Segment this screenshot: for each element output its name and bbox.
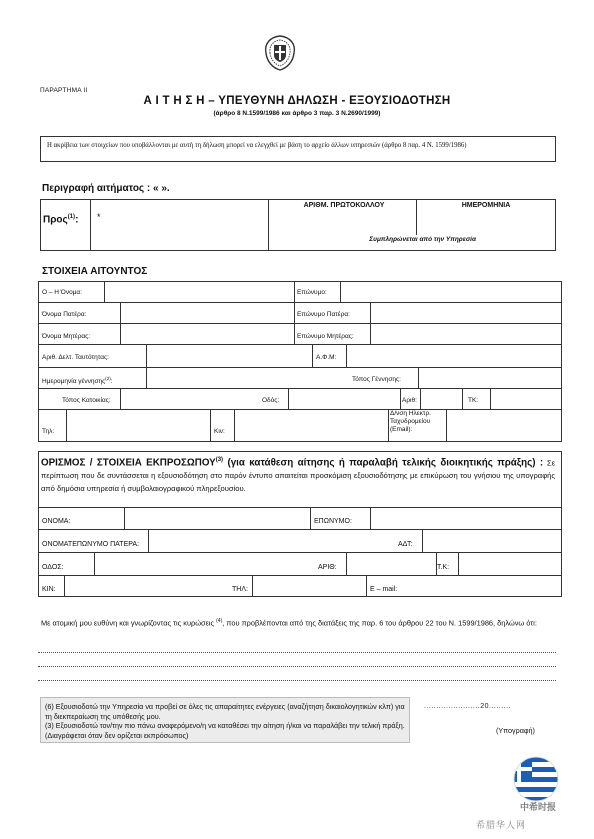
rep-postcode-input[interactable] xyxy=(459,553,561,574)
phone-label: Τηλ: xyxy=(42,428,55,435)
rep-email-input[interactable] xyxy=(410,576,561,596)
rep-street-label: ΟΔΟΣ: xyxy=(42,564,64,571)
rep-phone-label: ΤΗΛ: xyxy=(232,586,248,593)
street-input[interactable] xyxy=(289,389,399,408)
applicant-surname-label: Επώνυμο: xyxy=(297,289,327,296)
residence-label: Τόπος Κατοικίας: xyxy=(62,397,111,404)
email-input[interactable] xyxy=(447,410,561,441)
protocol-number-header: ΑΡΙΘΜ. ΠΡΩΤΟΚΟΛΛΟΥ xyxy=(303,202,385,209)
mother-name-label: Όνομα Μητέρας: xyxy=(42,333,91,340)
authorization-service-text: (6) Εξουσιοδοτώ την Υπηρεσία να προβεί σε όλες τις απαραίτητες ενέργειες (αναζήτηση δικαιολογητικών κλπ) για τη διεκπεραίωση της υπόθεσής μου. xyxy=(45,702,405,721)
birth-place-input[interactable] xyxy=(419,368,561,387)
father-name-label: Όνομα Πατέρα: xyxy=(42,311,87,318)
annex-label: ΠΑΡΑΡΤΗΜΑ ΙΙ xyxy=(40,87,88,94)
rep-surname-input[interactable] xyxy=(371,508,561,528)
father-name-input[interactable] xyxy=(121,303,293,322)
signature-label: (Υπογραφή) xyxy=(496,726,535,735)
accuracy-notice: Η ακρίβεια των στοιχείων που υποβάλλονται με αυτή τη δήλωση μπορεί να ελεγχθεί με βάση το αρχείο άλλων υπηρεσιών (άρθρο 8 παρ. 4 Ν. 1599/1986) xyxy=(40,136,556,162)
rep-father-fullname-input[interactable] xyxy=(149,530,395,551)
declaration-line-3[interactable] xyxy=(38,680,556,681)
rep-name-input[interactable] xyxy=(125,508,309,528)
mobile-label: Κιν: xyxy=(214,428,225,435)
recipient-label: Προς$^{(1)}$: xyxy=(43,214,79,226)
mother-surname-label: Επώνυμο Μητέρας: xyxy=(297,333,354,340)
rep-number-input[interactable] xyxy=(347,553,435,574)
rep-postcode-label: Τ.Κ: xyxy=(437,564,450,571)
mobile-input[interactable] xyxy=(235,410,387,441)
rep-name-label: ΟΝΟΜΑ: xyxy=(42,518,71,525)
representative-description: Σε περίπτωση που δε συντάσσεται η εξουσιοδότηση στο παρόν έντυπο απαιτείται προσκόμιση εξουσιοδότησης με επικύρωση του γνήσιου της υπογραφής από δημόσια υπηρεσία ή συμβολαιογραφικού πληρεξουσίου. xyxy=(41,458,555,494)
declaration-line-1[interactable] xyxy=(38,652,556,653)
postcode-label: ΤΚ: xyxy=(468,397,479,404)
date-header: ΗΜΕΡΟΜΗΝΙΑ xyxy=(461,202,511,209)
rep-street-input[interactable] xyxy=(95,553,317,574)
rep-mobile-label: ΚΙΝ: xyxy=(42,586,56,593)
birth-date-input[interactable] xyxy=(147,368,347,387)
rep-adt-label: ΑΔΤ: xyxy=(398,541,413,548)
number-input[interactable] xyxy=(421,389,461,408)
number-label: Αριθ: xyxy=(402,397,417,404)
applicant-surname-input[interactable] xyxy=(341,282,561,301)
form-title: Α Ι Τ Η Σ Η – ΥΠΕΥΘΥΝΗ ΔΗΛΩΣΗ - ΕΞΟΥΣΙΟΔΟΤΗΣΗ xyxy=(143,95,451,107)
rep-father-fullname-label: ΟΝΟΜΑΤΕΠΩΝΥΜΟ ΠΑΤΕΡΑ: xyxy=(42,541,140,548)
applicant-section-title: ΣΤΟΙΧΕΙΑ ΑΙΤΟΥΝΤΟΣ xyxy=(42,266,148,277)
id-card-label: Αριθ. Δελτ. Ταυτότητας: xyxy=(42,354,109,361)
street-label: Οδός: xyxy=(262,397,280,404)
father-surname-label: Επώνυμο Πατέρα: xyxy=(297,311,350,318)
residence-input[interactable] xyxy=(121,389,261,408)
birth-place-label: Τόπος Γέννησης: xyxy=(352,376,401,383)
declaration-text: Με ατομική μου ευθύνη και γνωρίζοντας τις κυρώσεις $^{(4)}$, που προβλέπονται από της διατάξεις της παρ. 6 του άρθρου 22 του Ν. 1599/1986, δηλώνω ότι: xyxy=(41,618,537,628)
postcode-input[interactable] xyxy=(491,389,561,408)
id-card-input[interactable] xyxy=(147,345,311,366)
declaration-line-2[interactable] xyxy=(38,666,556,667)
afm-input[interactable] xyxy=(347,345,561,366)
applicant-name-label: Ο – Η Όνομα: xyxy=(42,289,82,296)
rep-number-label: ΑΡΙΘ: xyxy=(318,564,337,571)
rep-email-label: Ε – mail: xyxy=(370,586,398,593)
request-description-label[interactable]: Περιγραφή αιτήματος : « ». xyxy=(42,183,170,194)
applicant-name-input[interactable] xyxy=(105,282,293,301)
rep-mobile-input[interactable] xyxy=(65,576,231,596)
greek-coat-of-arms-icon xyxy=(262,34,298,72)
rep-phone-input[interactable] xyxy=(253,576,365,596)
phone-input[interactable] xyxy=(67,410,209,441)
watermark-line-1: 中希时报 xyxy=(520,802,557,812)
authorization-representative-text: (3) Εξουσιοδοτώ τον/την πιο πάνω αναφερόμενο/η να καταθέσει την αίτηση ή/και να παραλάβει την τελική πράξη. (Διαγράφεται όταν δεν ορίζεται εκπρόσωπος) xyxy=(45,721,405,740)
form-subtitle: (άρθρο 8 Ν.1599/1986 και άρθρο 3 παρ. 3 Ν.2690/1999) xyxy=(213,110,381,117)
father-surname-input[interactable] xyxy=(371,303,561,322)
signature-date-field[interactable]: .......................20......... xyxy=(424,703,512,710)
watermark-line-2: 希腊华人网 xyxy=(476,820,527,830)
mother-surname-input[interactable] xyxy=(371,324,561,343)
recipient-input[interactable]: * xyxy=(97,212,101,222)
email-label: Δ/νση Ηλεκτρ. Ταχυδρομείου (Email): xyxy=(390,410,431,433)
rep-surname-label: ΕΠΩΝΥΜΟ: xyxy=(314,518,352,525)
afm-label: Α.Φ.Μ: xyxy=(316,354,337,361)
representative-section-title: ΟΡΙΣΜΟΣ / ΣΤΟΙΧΕΙΑ ΕΚΠΡΟΣΩΠΟΥ$^{(3)}$ (για κατάθεση αίτησης ή παραλαβή τελικής διοικητικής πράξης) : Σε περίπτωση που δε συντάσσεται η εξουσιοδότηση στο παρόν έντυπο απαιτείται προσκόμιση εξουσιοδότησης με επικύρωση του γνήσιου της υπογραφής από δημόσια υπηρεσία ή συμβολαιογραφικού πληρεξουσίου. xyxy=(41,457,555,494)
rep-adt-input[interactable] xyxy=(423,530,561,551)
mother-name-input[interactable] xyxy=(121,324,293,343)
filled-by-service-note: Συμπληρώνεται από την Υπηρεσία xyxy=(369,236,476,243)
birth-date-label: Ημερομηνία γέννησης$^{(2)}$: xyxy=(42,376,113,386)
authorization-box xyxy=(40,697,410,743)
